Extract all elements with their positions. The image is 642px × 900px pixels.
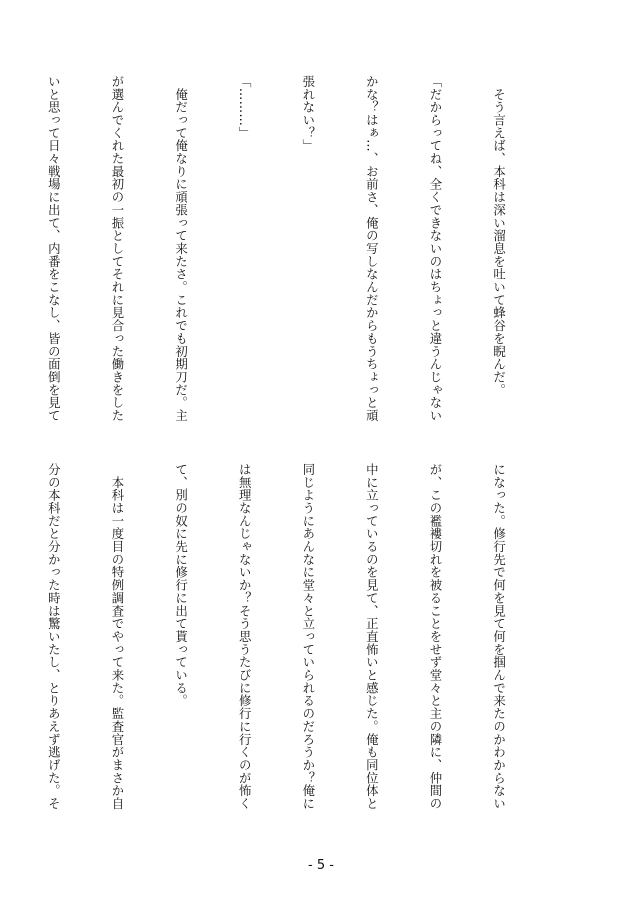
top-text-block: [46, 75, 552, 437]
page-number: - 5 -: [308, 858, 334, 873]
text-line: そう言えば、本科は深い溜息を吐いて蜂谷を睨んだ。: [491, 75, 507, 397]
text-line: 中に立っているのを見て、正直怖いと感じた。俺も同位体と: [364, 463, 380, 810]
text-line: 「………」: [237, 75, 253, 140]
text-line: かな？はぁ…、お前さ、俺の写しなんだからもうちょっと頑: [364, 75, 380, 422]
text-line: 「だからってね、全くできないのはちょっと違うんじゃない: [427, 75, 443, 422]
text-line: 張れない？」: [300, 75, 316, 153]
text-line: 本科は一度目の特例調査でやって来た。監査官がまさか自: [109, 463, 125, 810]
text-line: が選んでくれた最初の一振としてそれに見合った働きをした: [109, 75, 125, 422]
text-line: になった。修行先で何を見て何を掴んで来たのかわからない: [491, 463, 507, 810]
text-line: [0, 75, 1, 437]
text-line: は無理なんじゃないか？そう思うたびに修行に行くのが怖く: [237, 463, 253, 810]
text-line: [0, 463, 1, 825]
text-line: 同じようにあんなに堂々と立っていられるのだろうか？俺に: [300, 463, 316, 810]
bottom-text-block: [46, 463, 552, 825]
text-line: 俺だって俺なりに頑張って来たさ。これでも初期刀だ。主: [173, 75, 189, 422]
text-line: 分の本科だと分かった時は驚いたし、とりあえず逃げた。そ: [46, 463, 62, 810]
text-line: が、この襤褸切れを被ることをせず堂々と主の隣に、仲間の: [427, 463, 443, 810]
text-line: て、別の奴に先に修行に出て貰っている。: [173, 463, 189, 708]
text-line: いと思って日々戦場に出て、内番をこなし、皆の面倒を見て: [46, 75, 62, 422]
